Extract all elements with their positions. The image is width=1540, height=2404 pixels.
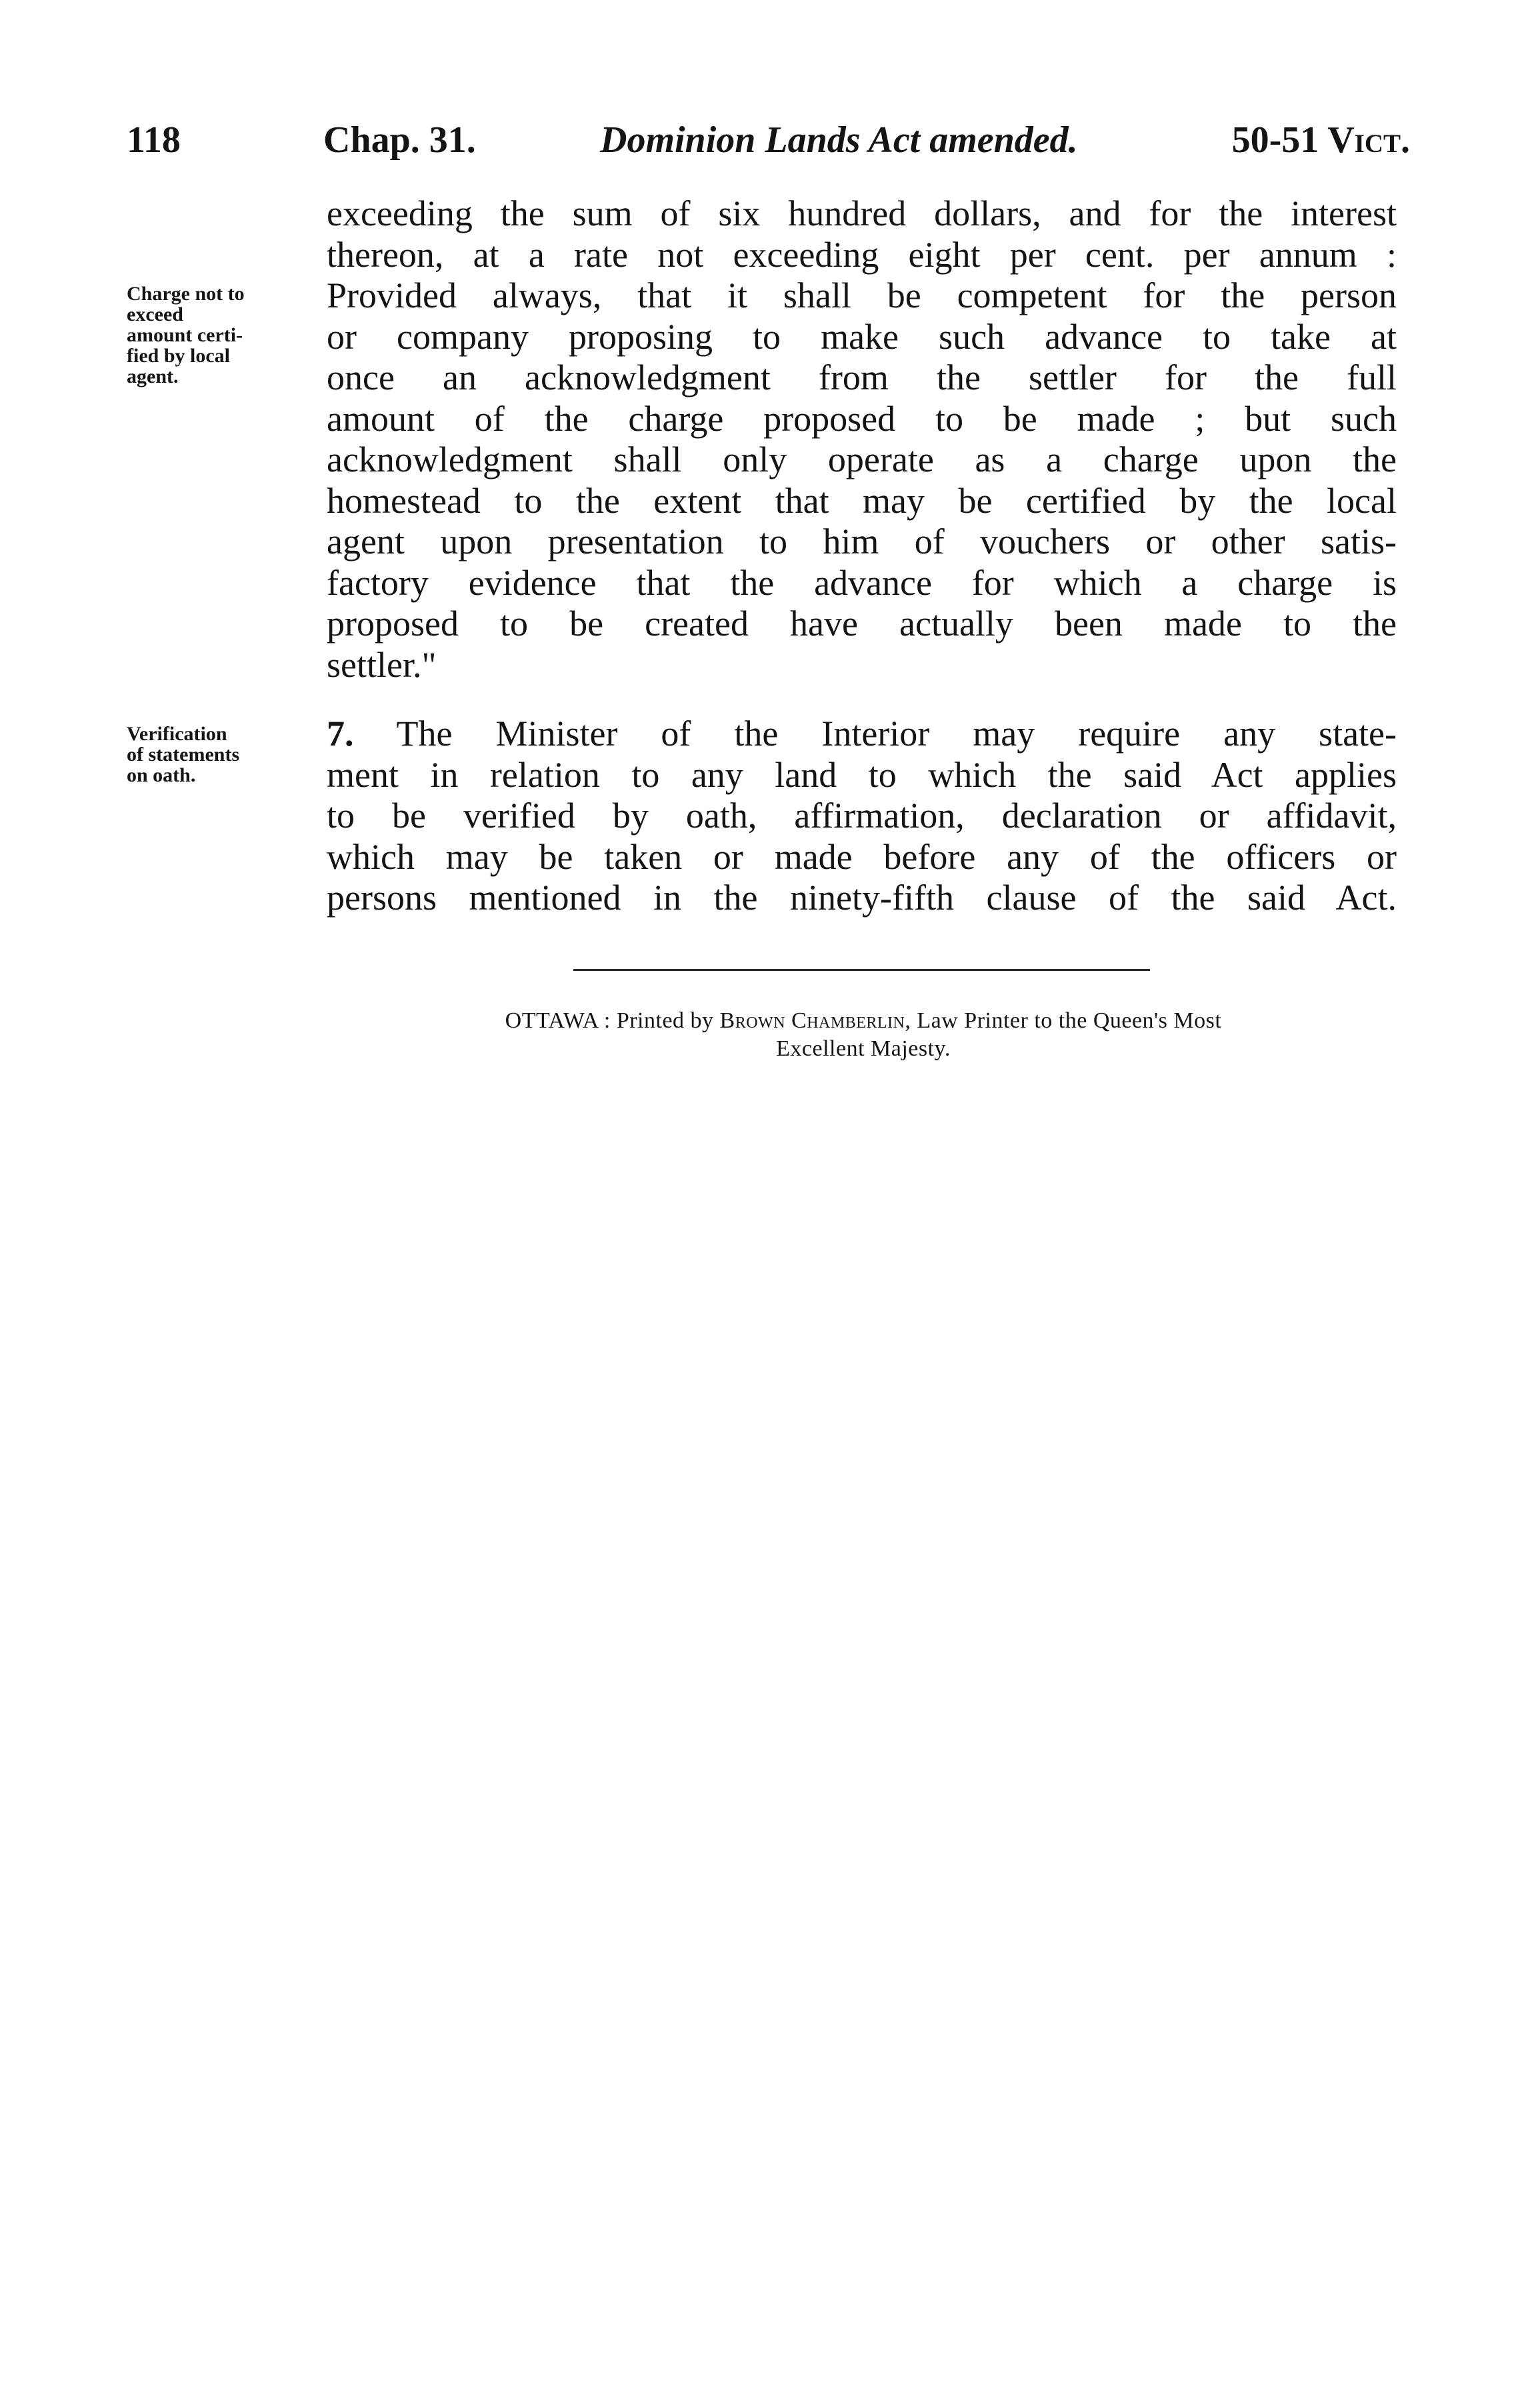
- text-line: thereon, at a rate not exceeding eight per cent. per annum :: [327, 234, 1397, 275]
- text-line: which may be taken or made before any of the officers or: [327, 836, 1397, 877]
- text-line: settler.": [327, 644, 437, 685]
- running-title: Dominion Lands Act amended.: [600, 119, 1078, 161]
- text-line: amount of the charge proposed to be made ; but such: [327, 398, 1397, 439]
- page-number: 118: [127, 119, 181, 161]
- text-line: Provided always, that it shall be competent for the person: [327, 275, 1397, 315]
- text-line: once an acknowledgment from the settler for the full: [327, 357, 1397, 397]
- text-line: proposed to be created have actually been made to the: [327, 604, 1397, 644]
- marginal-note-verification: [127, 724, 320, 786]
- text-line: homestead to the extent that may be certified by the local: [327, 480, 1397, 521]
- marginal-note-line: of statements: [127, 744, 240, 766]
- text-line: or company proposing to make such advance to take at: [327, 316, 1397, 357]
- marginal-note-line: Charge not to: [127, 283, 245, 305]
- section-7-paragraph: [327, 714, 1397, 919]
- text-line: [327, 714, 1397, 755]
- regnal-year: 50-51 Vict.: [1231, 119, 1410, 161]
- imprint-suffix: , Law Printer to the Queen's Most: [905, 1008, 1222, 1033]
- marginal-note-charge: [127, 283, 320, 387]
- text-line: to be verified by oath, affirmation, declaration or affidavit,: [327, 796, 1397, 836]
- marginal-note-line: amount certi-: [127, 324, 243, 346]
- marginal-note-line: exceed: [127, 303, 183, 325]
- marginal-note-line: on oath.: [127, 764, 196, 786]
- section-first-line: The Minister of the Interior may require any state-: [396, 714, 1397, 754]
- imprint-line: [333, 1007, 1393, 1035]
- imprint-prefix: OTTAWA : Printed by: [505, 1008, 720, 1033]
- printer-name: Brown Chamberlin: [719, 1008, 905, 1033]
- text-line: persons mentioned in the ninety-fifth clause of the said Act.: [327, 878, 1397, 918]
- chapter-label: Chap. 31.: [323, 119, 476, 161]
- imprint-line: Excellent Majesty.: [776, 1036, 951, 1061]
- text-line: exceeding the sum of six hundred dollars, and for the interest: [327, 193, 1397, 233]
- text-line: agent upon presentation to him of vouchers or other satis-: [327, 521, 1397, 561]
- running-header: [127, 113, 1410, 167]
- text-line: acknowledgment shall only operate as a charge upon the: [327, 439, 1397, 479]
- horizontal-rule: [573, 969, 1150, 971]
- marginal-note-line: fied by local: [127, 345, 230, 367]
- text-line: factory evidence that the advance for which a charge is: [327, 562, 1397, 603]
- marginal-note-line: Verification: [127, 723, 227, 745]
- text-line: ment in relation to any land to which the said Act applies: [327, 754, 1397, 795]
- printer-imprint: [333, 1007, 1393, 1063]
- marginal-note-line: agent.: [127, 365, 179, 387]
- section-number: 7.: [327, 714, 354, 754]
- continued-paragraph: [327, 193, 1397, 686]
